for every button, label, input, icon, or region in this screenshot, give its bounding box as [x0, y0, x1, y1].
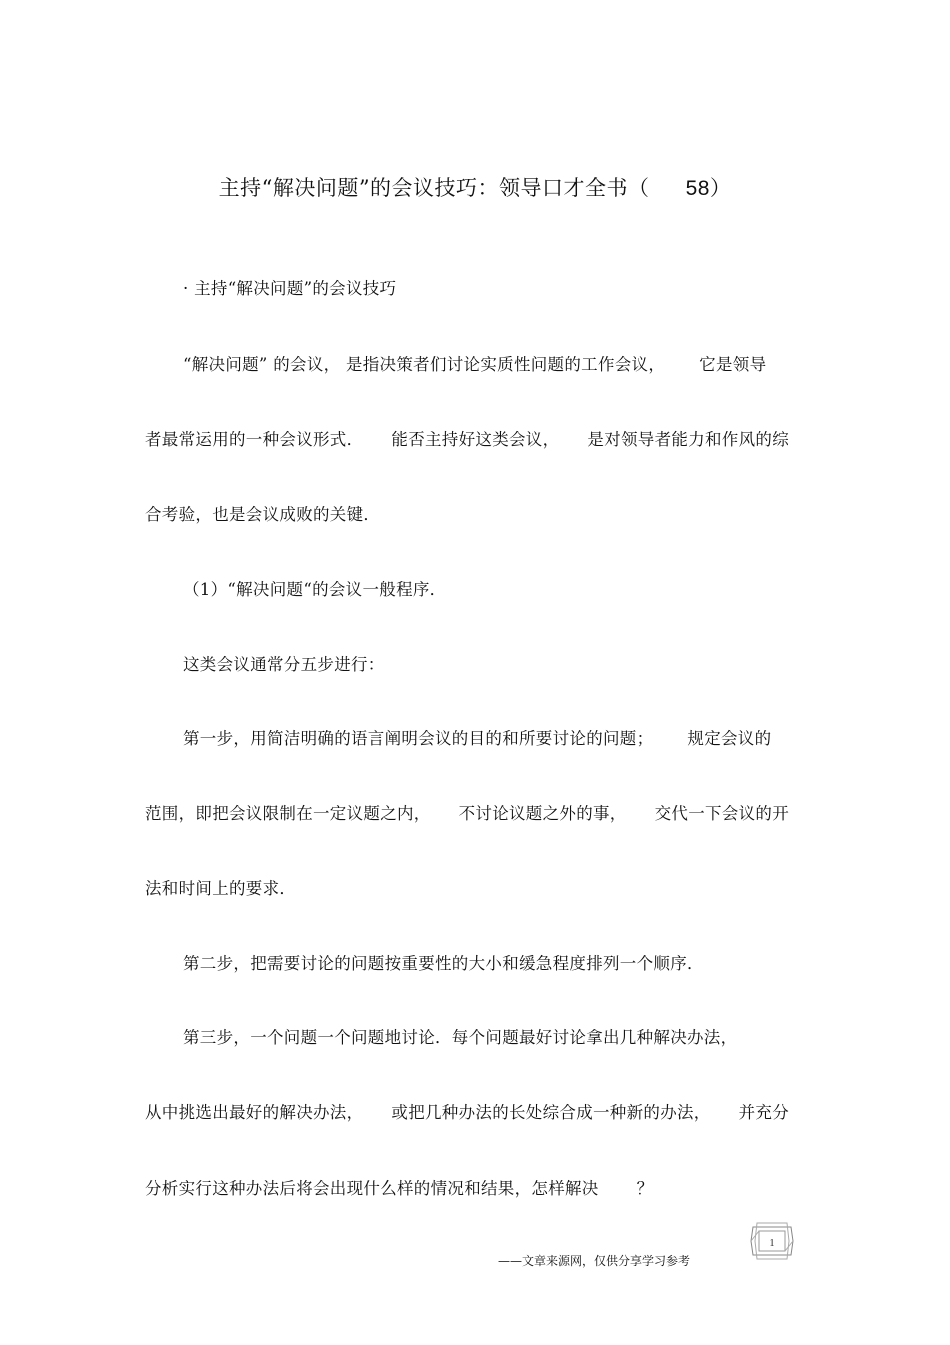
step1-line-3: 法和时间上的要求．: [145, 879, 297, 898]
paragraph-1-line-2: [145, 426, 805, 450]
title-number: 58: [685, 177, 710, 200]
step1-line-1: [183, 725, 843, 749]
text-span: 或把几种办法的长处综合成一种新的办法，: [391, 1103, 711, 1122]
step1-line-2: [145, 800, 805, 824]
text-span: 者最常运用的一种会议形式．: [145, 430, 364, 449]
steps-intro: 这类会议通常分五步进行：: [183, 655, 385, 674]
text-span: 从中挑选出最好的解决办法，: [145, 1103, 364, 1122]
step3-line-3: [145, 1175, 805, 1199]
text-span: 第一步，用简洁明确的语言阐明会议的目的和所要讨论的问题；: [183, 729, 654, 748]
text-span: ？: [636, 1179, 654, 1198]
title-close: ）: [709, 176, 732, 200]
page-number: 1: [769, 1238, 775, 1249]
title-text: 主持“解决问题”的会议技巧：领导口才全书（: [218, 176, 650, 200]
footer-source-note: ——文章来源网，仅供分享学习参考: [498, 1254, 691, 1268]
step2-line-1: 第二步，把需要讨论的问题按重要性的大小和缓急程度排列一个顺序．: [183, 954, 704, 973]
text-span: 是对领导者能力和作风的综: [587, 430, 790, 449]
section-heading: · 主持“解决问题”的会议技巧: [183, 279, 397, 298]
step3-line-1: 第三步，一个问题一个问题地讨论．每个问题最好讨论拿出几种解决办法，: [183, 1028, 738, 1047]
page-badge-frame-icon: [749, 1221, 795, 1261]
text-span: 范围，即把会议限制在一定议题之内，: [145, 804, 431, 823]
text-span: “解决问题” 的会议， 是指决策者们讨论实质性问题的工作会议，: [183, 355, 666, 374]
text-span: 分析实行这种办法后将会出现什么样的情况和结果，怎样解决: [145, 1179, 599, 1198]
paragraph-1-line-3: 合考验，也是会议成败的关键．: [145, 505, 381, 524]
subheading-procedure: （1）“解决问题“的会议一般程序．: [183, 580, 447, 599]
page-number-badge: [749, 1221, 795, 1261]
text-span: 它是领导: [699, 355, 767, 374]
text-span: 规定会议的: [687, 729, 772, 748]
text-span: 交代一下会议的开: [654, 804, 790, 823]
document-title: [0, 172, 950, 202]
paragraph-1-line-1: [183, 351, 843, 375]
step3-line-2: [145, 1099, 805, 1123]
text-span: 不讨论议题之外的事，: [458, 804, 627, 823]
text-span: 能否主持好这类会议，: [391, 430, 560, 449]
text-span: 并充分: [738, 1103, 790, 1122]
